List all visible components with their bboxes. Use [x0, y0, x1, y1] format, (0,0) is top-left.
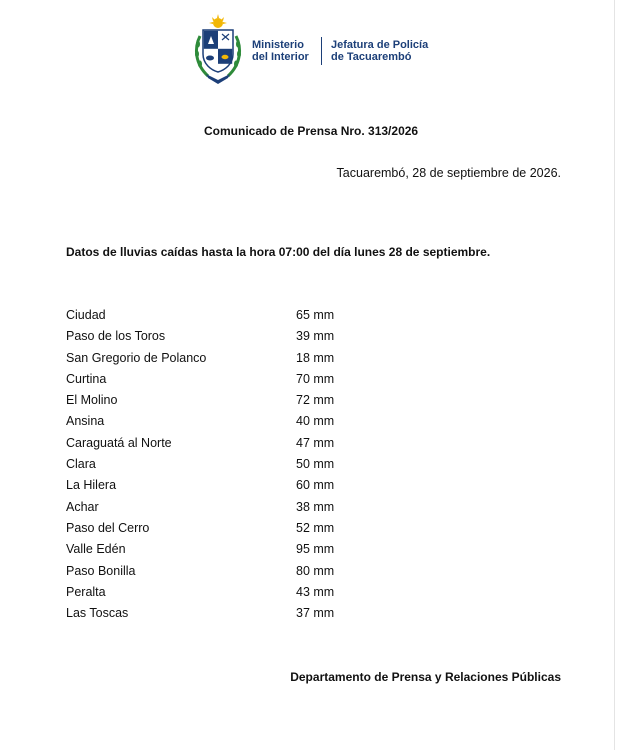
page-edge	[614, 0, 615, 750]
press-release-title: Comunicado de Prensa Nro. 313/2026	[204, 124, 419, 138]
ministry-name	[252, 39, 309, 63]
rainfall-amount: 70 mm	[296, 371, 335, 386]
ministry-line-1: Ministerio	[252, 39, 304, 51]
rainfall-amount: 95 mm	[296, 542, 335, 557]
rainfall-amount: 80 mm	[296, 563, 335, 578]
rainfall-amount: 50 mm	[296, 457, 335, 472]
place-name: Curtina	[66, 371, 107, 386]
ministry-line-2: del Interior	[252, 51, 309, 63]
police-line-2: de Tacuarembó	[331, 51, 412, 63]
rainfall-amount: 39 mm	[296, 329, 335, 344]
place-name: Valle Edén	[66, 542, 126, 557]
rainfall-heading: Datos de lluvias caídas hasta la hora 07:00 del día lunes 28 de septiembre.	[66, 245, 491, 259]
rainfall-amount: 43 mm	[296, 584, 335, 599]
place-name: Paso del Cerro	[66, 520, 150, 535]
rainfall-amount: 65 mm	[296, 308, 335, 322]
place-name: Ansina	[66, 414, 105, 429]
place-name: Ciudad	[66, 308, 106, 322]
rainfall-amount: 40 mm	[296, 414, 335, 429]
place-name: El Molino	[66, 393, 118, 408]
place-name: Achar	[66, 499, 99, 514]
place-name: Caraguatá al Norte	[66, 435, 172, 450]
place-name: Paso Bonilla	[66, 563, 136, 578]
place-name: Clara	[66, 457, 96, 472]
police-line-1: Jefatura de Policía	[331, 39, 429, 51]
rainfall-amount: 47 mm	[296, 435, 335, 450]
rainfall-amount: 72 mm	[296, 393, 335, 408]
rainfall-amount: 38 mm	[296, 499, 335, 514]
place-name: San Gregorio de Polanco	[66, 350, 207, 365]
rainfall-amount: 18 mm	[296, 350, 335, 365]
place-name: Paso de los Toros	[66, 329, 166, 344]
police-headquarters-name	[331, 39, 428, 63]
rainfall-amount: 60 mm	[296, 478, 335, 493]
signature: Departamento de Prensa y Relaciones Públicas	[290, 670, 561, 684]
coat-of-arms-icon	[192, 14, 244, 86]
place-name: Las Toscas	[66, 606, 129, 621]
rainfall-amount: 37 mm	[296, 606, 335, 621]
place-name: La Hilera	[66, 478, 117, 493]
header-divider	[321, 37, 322, 65]
rainfall-amount: 52 mm	[296, 520, 335, 535]
place-name: Peralta	[66, 584, 106, 599]
date-line: Tacuarembó, 28 de septiembre de 2026.	[336, 166, 561, 180]
